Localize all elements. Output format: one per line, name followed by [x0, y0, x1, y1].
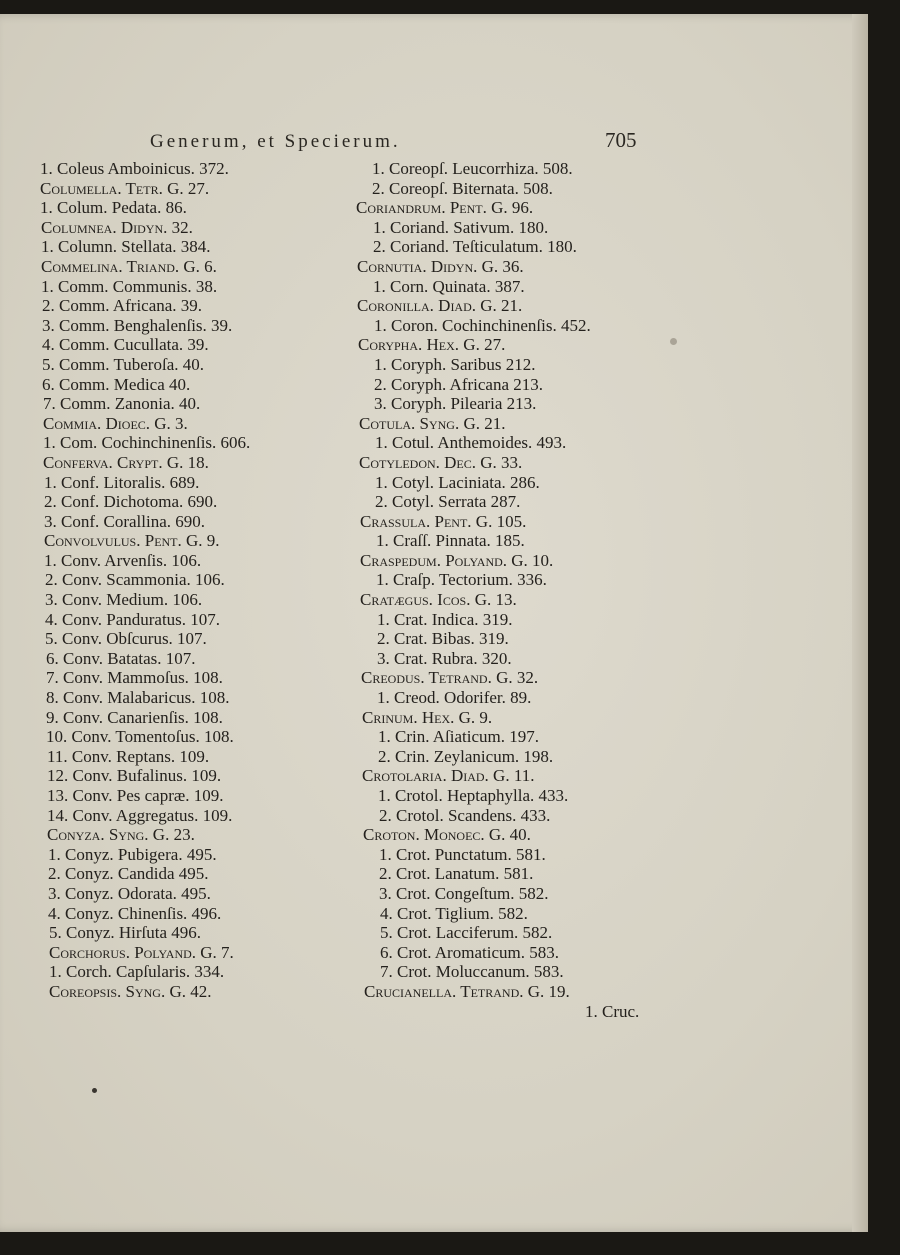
- genus-entry: Conferva. Crypt. G. 18.: [43, 452, 209, 472]
- species-entry: 2. Crot. Lanatum. 581.: [379, 864, 534, 884]
- species-entry: 4. Conv. Panduratus. 107.: [45, 609, 221, 629]
- species-entry: 5. Comm. Tuberoſa. 40.: [42, 354, 204, 374]
- species-entry: 1. Creod. Odorifer. 89.: [377, 688, 532, 708]
- species-entry: 2. Coriand. Teſticulatum. 180.: [373, 237, 577, 257]
- species-entry: 2. Cotyl. Serrata 287.: [375, 492, 521, 512]
- species-entry: 2. Conv. Scammonia. 106.: [45, 570, 225, 590]
- genus-entry: Cotyledon. Dec. G. 33.: [359, 452, 523, 472]
- running-header: [150, 128, 670, 155]
- species-entry: 1. Coron. Cochinchinenſis. 452.: [374, 315, 591, 335]
- species-entry: 1. Cotyl. Laciniata. 286.: [375, 472, 540, 492]
- species-entry: 4. Crot. Tiglium. 582.: [380, 903, 528, 923]
- species-entry: 6. Conv. Batatas. 107.: [46, 648, 196, 668]
- species-entry: 7. Conv. Mammoſus. 108.: [46, 668, 223, 688]
- index-column-right: [356, 159, 676, 1021]
- species-entry: 5. Conv. Obſcurus. 107.: [45, 629, 207, 649]
- species-entry: 1. Coreopſ. Leucorrhiza. 508.: [372, 159, 573, 178]
- species-entry: 3. Conf. Corallina. 690.: [44, 511, 206, 531]
- species-entry: 1. Craſp. Tectorium. 336.: [376, 570, 547, 590]
- species-entry: 3. Crot. Congeſtum. 582.: [379, 883, 549, 903]
- genus-entry: Columnea. Didyn. 32.: [41, 217, 193, 237]
- species-entry: 1. Com. Cochinchinenſis. 606.: [43, 433, 251, 453]
- species-entry: 3. Comm. Benghalenſis. 39.: [42, 315, 233, 335]
- species-entry: 1. Column. Stellata. 384.: [41, 237, 211, 257]
- species-entry: 12. Conv. Bufalinus. 109.: [47, 766, 222, 786]
- species-entry: 2. Conyz. Candida 495.: [48, 864, 209, 884]
- species-entry: 1. Crat. Indica. 319.: [377, 609, 513, 629]
- page-number: 705: [605, 128, 637, 152]
- page-edge: [852, 14, 868, 1232]
- genus-entry: Crinum. Hex. G. 9.: [362, 707, 493, 727]
- species-entry: 1. Coryph. Saribus 212.: [374, 354, 536, 374]
- species-entry: 2. Crotol. Scandens. 433.: [379, 805, 551, 825]
- species-entry: 1. Crin. Aſiaticum. 197.: [378, 727, 540, 747]
- genus-entry: Craspedum. Polyand. G. 10.: [360, 550, 554, 570]
- species-entry: 1. Conyz. Pubigera. 495.: [48, 844, 217, 864]
- species-entry: 1. Coriand. Sativum. 180.: [373, 217, 549, 237]
- species-entry: 1. Colum. Pedata. 86.: [40, 198, 187, 218]
- genus-entry: Coreopsis. Syng. G. 42.: [49, 981, 212, 1001]
- species-entry: 1. Cruc.: [585, 1001, 640, 1021]
- species-entry: 1. Corn. Quinata. 387.: [373, 276, 525, 296]
- species-entry: 4. Comm. Cucullata. 39.: [42, 335, 209, 355]
- genus-entry: Crotolaria. Diad. G. 11.: [362, 766, 535, 786]
- species-entry: 2. Coryph. Africana 213.: [374, 374, 544, 394]
- species-entry: 2. Comm. Africana. 39.: [42, 296, 203, 316]
- species-entry: 3. Conv. Medium. 106.: [45, 590, 203, 610]
- species-entry: 1. Corch. Capſularis. 334.: [49, 962, 225, 982]
- genus-entry: Commia. Dioec. G. 3.: [43, 413, 188, 433]
- genus-entry: Coriandrum. Pent. G. 96.: [356, 198, 534, 218]
- species-entry: 6. Crot. Aromaticum. 583.: [380, 942, 559, 962]
- genus-entry: Crassula. Pent. G. 105.: [360, 511, 527, 531]
- genus-entry: Creodus. Tetrand. G. 32.: [361, 668, 539, 688]
- species-entry: 7. Crot. Moluccanum. 583.: [380, 962, 564, 982]
- genus-entry: Cornutia. Didyn. G. 36.: [357, 256, 524, 276]
- header-title: Generum, et Specierum.: [150, 131, 401, 152]
- species-entry: 2. Conf. Dichotoma. 690.: [44, 492, 218, 512]
- genus-entry: Columella. Tetr. G. 27.: [40, 178, 210, 198]
- species-entry: 1. Conv. Arvenſis. 106.: [44, 550, 202, 570]
- species-entry: 1. Craſſ. Pinnata. 185.: [376, 531, 525, 551]
- species-entry: 4. Conyz. Chinenſis. 496.: [48, 903, 222, 923]
- genus-entry: Corypha. Hex. G. 27.: [358, 335, 506, 355]
- species-entry: 1. Cotul. Anthemoides. 493.: [375, 433, 567, 453]
- species-entry: 3. Crat. Rubra. 320.: [377, 648, 512, 668]
- genus-entry: Cotula. Syng. G. 21.: [359, 413, 506, 433]
- species-entry: 13. Conv. Pes capræ. 109.: [47, 786, 224, 805]
- genus-entry: Croton. Monoec. G. 40.: [363, 825, 531, 845]
- genus-entry: Crucianella. Tetrand. G. 19.: [364, 981, 570, 1001]
- species-entry: 6. Comm. Medica 40.: [42, 374, 191, 394]
- species-entry: 5. Crot. Lacciferum. 582.: [380, 923, 553, 943]
- genus-entry: Convolvulus. Pent. G. 9.: [44, 531, 220, 551]
- species-entry: 9. Conv. Canarienſis. 108.: [46, 707, 223, 727]
- species-entry: 8. Conv. Malabaricus. 108.: [46, 688, 230, 708]
- species-entry: 2. Coreopſ. Biternata. 508.: [372, 178, 553, 198]
- species-entry: 1. Crot. Punctatum. 581.: [379, 844, 546, 864]
- index-column-left: [40, 159, 340, 1002]
- species-entry: 3. Coryph. Pilearia 213.: [374, 394, 537, 414]
- genus-entry: Commelina. Triand. G. 6.: [41, 256, 217, 276]
- genus-entry: Conyza. Syng. G. 23.: [47, 825, 195, 845]
- species-entry: 14. Conv. Aggregatus. 109.: [47, 805, 233, 825]
- species-entry: 7. Comm. Zanonia. 40.: [43, 394, 201, 414]
- species-entry: 3. Conyz. Odorata. 495.: [48, 883, 211, 903]
- species-entry: 10. Conv. Tomentoſus. 108.: [46, 727, 234, 747]
- species-entry: 1. Comm. Communis. 38.: [41, 276, 218, 296]
- species-entry: 1. Crotol. Heptaphylla. 433.: [378, 786, 569, 805]
- ink-spot: [92, 1088, 97, 1093]
- species-entry: 11. Conv. Reptans. 109.: [47, 746, 210, 766]
- genus-entry: Cratægus. Icoſ. G. 13.: [360, 590, 517, 610]
- genus-entry: Coronilla. Diad. G. 21.: [357, 296, 523, 316]
- species-entry: 1. Conf. Litoralis. 689.: [44, 472, 200, 492]
- species-entry: 2. Crat. Bibas. 319.: [377, 629, 509, 649]
- species-entry: 1. Coleus Amboinicus. 372.: [40, 159, 229, 178]
- genus-entry: Corchorus. Polyand. G. 7.: [49, 942, 234, 962]
- species-entry: 5. Conyz. Hirſuta 496.: [49, 923, 202, 943]
- species-entry: 2. Crin. Zeylanicum. 198.: [378, 746, 554, 766]
